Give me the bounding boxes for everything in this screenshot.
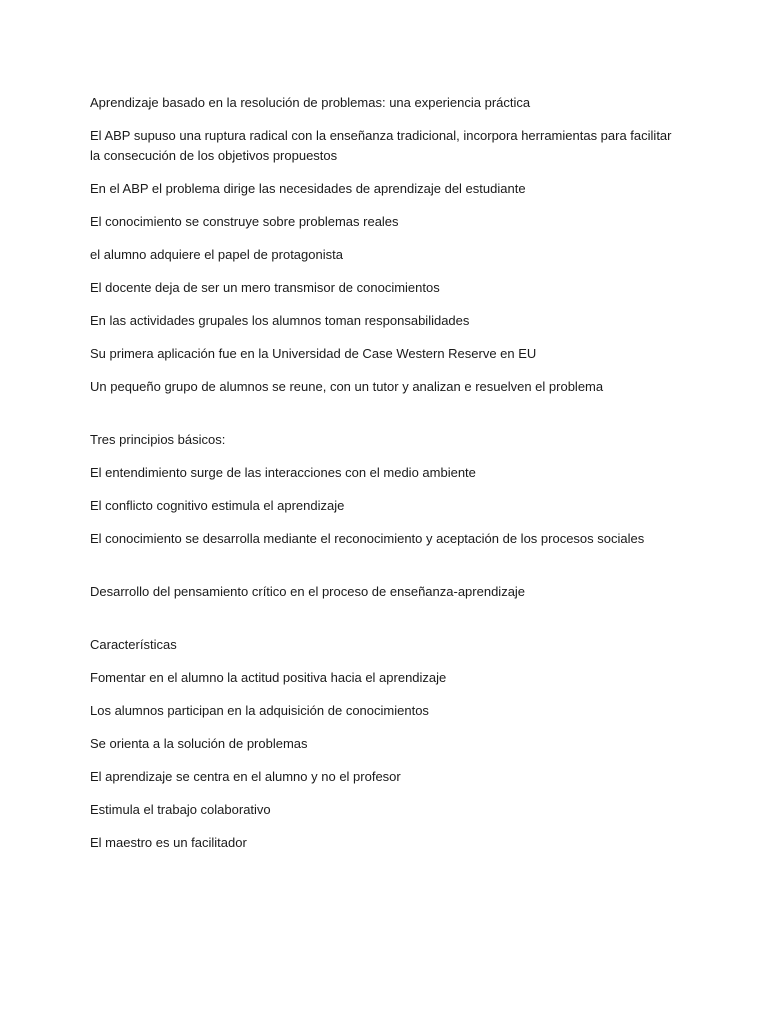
paragraph: El entendimiento surge de las interacciones con el medio ambiente bbox=[90, 465, 476, 480]
paragraph: Se orienta a la solución de problemas bbox=[90, 736, 308, 751]
section-heading-critical-thinking: Desarrollo del pensamiento crítico en el proceso de enseñanza-aprendizaje bbox=[90, 584, 526, 599]
paragraph: Un pequeño grupo de alumnos se reune, con un tutor y analizan e resuelven el problema bbox=[90, 379, 604, 394]
paragraph: Los alumnos participan en la adquisición de conocimientos bbox=[90, 703, 429, 718]
paragraph: el alumno adquiere el papel de protagonista bbox=[90, 247, 343, 262]
paragraph: El ABP supuso una ruptura radical con la enseñanza tradicional, incorpora herramientas para facilitar la consecución de los objetivos propuestos bbox=[90, 128, 672, 163]
paragraph: El conocimiento se construye sobre problemas reales bbox=[90, 214, 399, 229]
section-heading-principles: Tres principios básicos: bbox=[90, 432, 226, 447]
paragraph: El docente deja de ser un mero transmisor de conocimientos bbox=[90, 280, 440, 295]
paragraph: El aprendizaje se centra en el alumno y no el profesor bbox=[90, 769, 401, 784]
document-page bbox=[90, 93, 680, 866]
paragraph: En el ABP el problema dirige las necesidades de aprendizaje del estudiante bbox=[90, 181, 526, 196]
paragraph: El conflicto cognitivo estimula el aprendizaje bbox=[90, 498, 345, 513]
document-title: Aprendizaje basado en la resolución de problemas: una experiencia práctica bbox=[90, 95, 531, 110]
paragraph: Estimula el trabajo colaborativo bbox=[90, 802, 271, 817]
paragraph: Su primera aplicación fue en la Universidad de Case Western Reserve en EU bbox=[90, 346, 537, 361]
paragraph: Fomentar en el alumno la actitud positiva hacia el aprendizaje bbox=[90, 670, 447, 685]
paragraph: En las actividades grupales los alumnos toman responsabilidades bbox=[90, 313, 470, 328]
paragraph: El maestro es un facilitador bbox=[90, 835, 247, 850]
paragraph: El conocimiento se desarrolla mediante el reconocimiento y aceptación de los procesos sociales bbox=[90, 531, 645, 546]
section-heading-characteristics: Características bbox=[90, 637, 177, 652]
